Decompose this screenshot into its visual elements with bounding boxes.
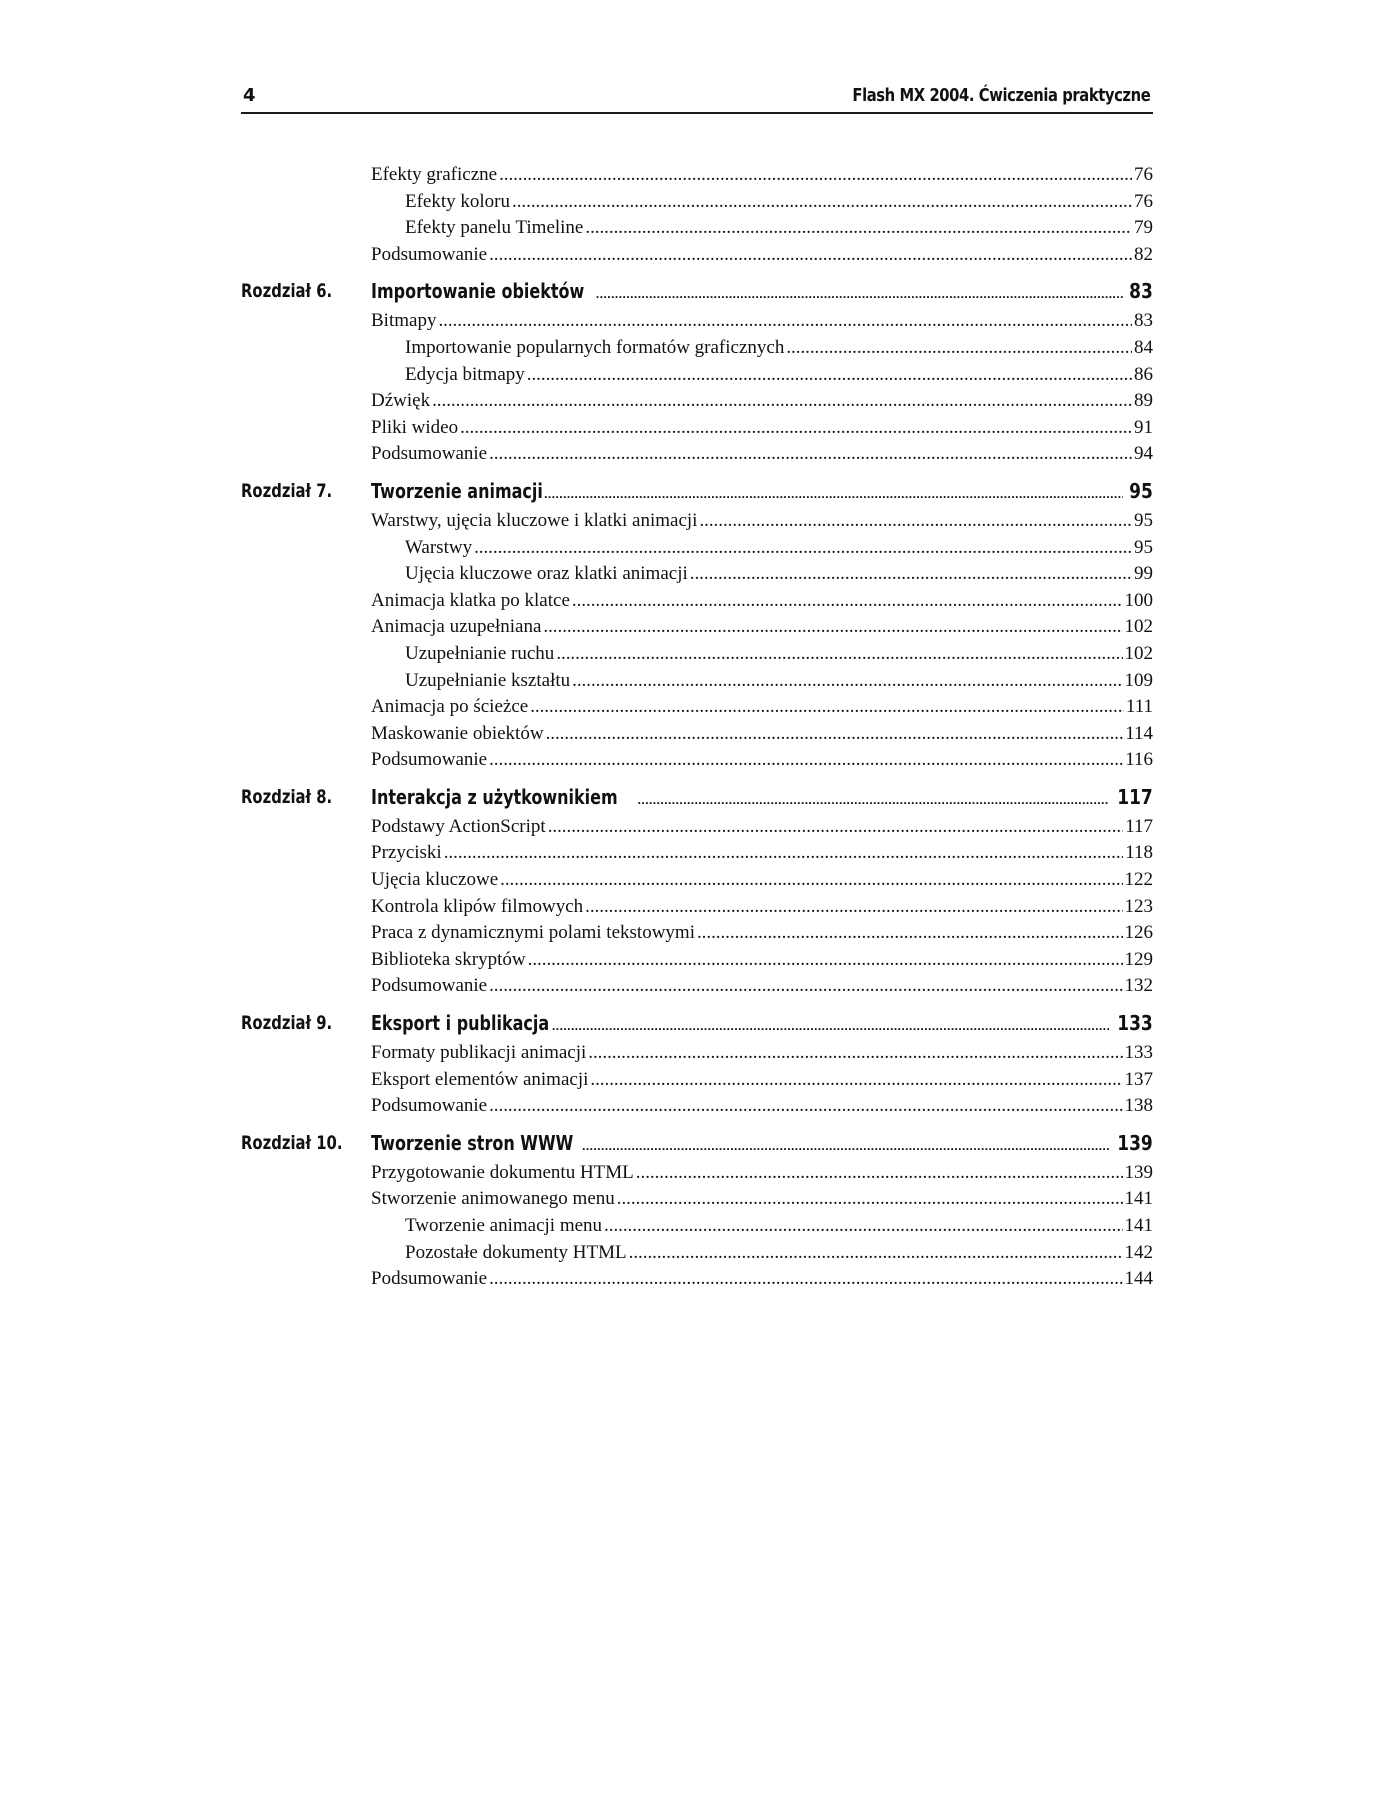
section-title: Biblioteka skryptów — [371, 948, 526, 970]
section-title: Uzupełnianie ruchu — [405, 642, 555, 664]
dot-leader — [499, 162, 1132, 189]
toc-row — [241, 894, 1153, 921]
section-title: Formaty publikacji animacji — [371, 1042, 587, 1064]
section-title: Ujęcia kluczowe oraz klatki animacji — [405, 563, 688, 585]
section-page-number: 117 — [1125, 815, 1153, 837]
section-page-number: 142 — [1124, 1241, 1153, 1263]
dot-leader — [629, 1240, 1123, 1267]
section-title: Maskowanie obiektów — [371, 722, 544, 744]
section-entry[interactable] — [371, 947, 1153, 974]
section-entry[interactable] — [371, 415, 1153, 442]
toc-row — [241, 588, 1153, 615]
toc-row — [241, 947, 1153, 974]
subsection-entry[interactable] — [405, 535, 1153, 562]
section-entry[interactable] — [371, 1040, 1153, 1067]
toc-row — [241, 814, 1153, 841]
section-entry[interactable] — [371, 721, 1153, 748]
section-entry[interactable] — [371, 588, 1153, 615]
section-title: Praca z dynamicznymi polami tekstowymi — [371, 922, 695, 944]
toc-row — [241, 242, 1153, 269]
toc-row — [241, 840, 1153, 867]
toc-row — [241, 1213, 1153, 1240]
section-title: Podsumowanie — [371, 443, 488, 465]
section-page-number: 109 — [1124, 669, 1153, 691]
dot-leader — [548, 814, 1124, 841]
toc-row — [241, 973, 1153, 1000]
section-page-number: 139 — [1124, 1161, 1153, 1183]
dot-leader — [699, 508, 1132, 535]
section-title: Podsumowanie — [371, 243, 488, 265]
section-entry[interactable] — [371, 1067, 1153, 1094]
toc-row — [241, 535, 1153, 562]
section-page-number: 76 — [1134, 190, 1153, 212]
section-title: Przyciski — [371, 842, 442, 864]
section-page-number: 122 — [1124, 869, 1153, 891]
toc-row — [241, 1040, 1153, 1067]
dot-leader — [474, 535, 1132, 562]
section-title: Warstwy — [405, 536, 473, 558]
section-title: Ujęcia kluczowe — [371, 869, 499, 891]
dot-leader — [512, 189, 1132, 216]
section-entry[interactable] — [371, 614, 1153, 641]
subsection-entry[interactable] — [405, 641, 1153, 668]
dot-leader — [590, 1067, 1122, 1094]
section-entry[interactable] — [371, 1186, 1153, 1213]
section-page-number: 94 — [1134, 443, 1153, 465]
section-entry[interactable] — [371, 867, 1153, 894]
section-entry[interactable] — [371, 388, 1153, 415]
chapter-page-number: 117 — [1117, 784, 1153, 809]
section-entry[interactable] — [371, 894, 1153, 921]
section-page-number: 89 — [1134, 390, 1153, 412]
section-title: Efekty graficzne — [371, 164, 498, 185]
dot-leader — [444, 840, 1123, 867]
section-title: Dźwięk — [371, 390, 431, 412]
section-page-number: 82 — [1134, 243, 1153, 265]
section-title: Przygotowanie dokumentu HTML — [371, 1161, 634, 1183]
subsection-entry[interactable] — [405, 215, 1153, 242]
section-title: Stworzenie animowanego menu — [371, 1188, 615, 1210]
dot-leader — [543, 614, 1122, 641]
section-title: Animacja klatka po klatce — [371, 589, 570, 611]
section-page-number: 144 — [1124, 1268, 1153, 1290]
chapter-title: Interakcja z użytkownikiem — [371, 784, 618, 809]
section-title: Animacja po ścieżce — [371, 696, 529, 718]
section-page-number: 79 — [1134, 217, 1153, 239]
toc-row — [241, 415, 1153, 442]
dot-leader — [489, 1093, 1122, 1120]
toc-row — [241, 162, 1153, 189]
dot-leader — [588, 1040, 1122, 1067]
section-page-number: 141 — [1124, 1215, 1153, 1236]
section-page-number: 111 — [1125, 696, 1153, 718]
section-title: Pliki wideo — [371, 416, 459, 438]
section-entry[interactable] — [371, 814, 1153, 841]
chapter-title: Tworzenie stron WWW — [371, 1130, 574, 1155]
toc-row — [241, 614, 1153, 641]
dot-leader — [617, 1186, 1123, 1213]
dot-leader — [636, 1160, 1123, 1187]
chapter-title: Eksport i publikacja — [371, 1011, 550, 1036]
dot-leader — [489, 242, 1132, 269]
toc-row — [241, 721, 1153, 748]
dot-leader — [489, 1266, 1122, 1293]
toc-row — [241, 668, 1153, 695]
section-title: Animacja uzupełniana — [371, 616, 542, 638]
dot-leader — [604, 1213, 1122, 1240]
toc-row — [241, 508, 1153, 535]
toc-chapter-row — [241, 274, 1153, 308]
section-page-number: 123 — [1124, 895, 1153, 917]
section-entry[interactable] — [371, 242, 1153, 269]
toc-row — [241, 335, 1153, 362]
toc-row — [241, 388, 1153, 415]
chapter-label: Rozdział 6. — [241, 280, 333, 303]
section-page-number: 76 — [1134, 164, 1153, 185]
section-title: Eksport elementów animacji — [371, 1068, 589, 1090]
dot-leader — [489, 973, 1122, 1000]
toc-row — [241, 1266, 1153, 1293]
chapter-page-number: 95 — [1129, 478, 1153, 503]
section-page-number: 132 — [1124, 975, 1153, 997]
toc-row — [241, 1240, 1153, 1267]
section-entry[interactable] — [371, 747, 1153, 774]
table-of-contents — [241, 162, 1153, 1293]
chapter-title: Importowanie obiektów — [371, 279, 585, 304]
section-title: Bitmapy — [371, 310, 437, 332]
dot-leader — [460, 415, 1132, 442]
dot-leader — [530, 694, 1124, 721]
section-page-number: 99 — [1134, 563, 1153, 585]
section-entry[interactable] — [371, 694, 1153, 721]
toc-row — [241, 215, 1153, 242]
dot-leader — [690, 561, 1132, 588]
toc-row — [241, 1186, 1153, 1213]
section-page-number: 83 — [1134, 310, 1153, 332]
chapter-title: Tworzenie animacji — [371, 478, 543, 503]
dot-leader — [572, 668, 1122, 695]
section-page-number: 100 — [1124, 589, 1153, 611]
section-title: Podsumowanie — [371, 749, 488, 771]
section-entry[interactable] — [371, 840, 1153, 867]
dot-leader — [489, 747, 1123, 774]
section-title: Tworzenie animacji menu — [405, 1215, 603, 1236]
chapter-page-number: 83 — [1129, 279, 1153, 304]
dot-leader — [572, 588, 1123, 615]
subsection-entry[interactable] — [405, 668, 1153, 695]
toc-row — [241, 1160, 1153, 1187]
section-page-number: 133 — [1124, 1042, 1153, 1064]
section-title: Importowanie popularnych formatów graficznych — [405, 336, 785, 358]
section-title: Warstwy, ujęcia kluczowe i klatki animacji — [371, 509, 698, 531]
section-page-number: 95 — [1134, 536, 1153, 558]
section-title: Kontrola klipów filmowych — [371, 895, 584, 917]
toc-row — [241, 308, 1153, 335]
dot-leader — [432, 388, 1132, 415]
section-entry[interactable] — [371, 308, 1153, 335]
toc-row — [241, 189, 1153, 216]
subsection-entry[interactable] — [405, 1240, 1153, 1267]
toc-chapter-row — [241, 1006, 1153, 1040]
toc-chapter-row — [241, 1126, 1153, 1160]
chapter-label: Rozdział 10. — [241, 1131, 343, 1154]
subsection-entry[interactable] — [405, 335, 1153, 362]
dot-leader — [585, 215, 1132, 242]
book-title: Flash MX 2004. Ćwiczenia praktyczne — [852, 85, 1150, 106]
section-page-number: 102 — [1124, 642, 1153, 664]
dot-leader — [500, 867, 1122, 894]
section-entry[interactable] — [371, 973, 1153, 1000]
dot-leader — [556, 641, 1122, 668]
section-entry[interactable] — [371, 162, 1153, 189]
section-page-number: 86 — [1134, 363, 1153, 385]
toc-row — [241, 641, 1153, 668]
toc-row — [241, 561, 1153, 588]
toc-row — [241, 920, 1153, 947]
toc-row — [241, 867, 1153, 894]
toc-row — [241, 1067, 1153, 1094]
toc-row — [241, 362, 1153, 389]
toc-chapter-row — [241, 474, 1153, 508]
dot-leader — [489, 441, 1132, 468]
chapter-label: Rozdział 9. — [241, 1012, 333, 1035]
running-header — [241, 82, 1153, 114]
toc-row — [241, 694, 1153, 721]
chapter-label: Rozdział 8. — [241, 785, 333, 808]
section-entry[interactable] — [371, 1160, 1153, 1187]
section-page-number: 138 — [1124, 1095, 1153, 1117]
section-title: Podsumowanie — [371, 1095, 488, 1117]
chapter-page-number: 133 — [1117, 1011, 1153, 1036]
section-entry[interactable] — [371, 920, 1153, 947]
section-entry[interactable] — [371, 1266, 1153, 1293]
section-page-number: 141 — [1124, 1188, 1153, 1210]
dot-leader — [786, 335, 1132, 362]
subsection-entry[interactable] — [405, 561, 1153, 588]
section-page-number: 116 — [1125, 749, 1153, 771]
section-title: Pozostałe dokumenty HTML — [405, 1241, 627, 1263]
chapter-page-number: 139 — [1117, 1130, 1153, 1155]
section-title: Podsumowanie — [371, 1268, 488, 1290]
toc-row — [241, 441, 1153, 468]
section-entry[interactable] — [371, 508, 1153, 535]
section-page-number: 114 — [1125, 722, 1153, 744]
dot-leader — [697, 920, 1123, 947]
section-page-number: 126 — [1124, 922, 1153, 944]
section-page-number: 91 — [1134, 416, 1153, 438]
dot-leader — [528, 947, 1123, 974]
section-page-number: 102 — [1124, 616, 1153, 638]
section-title: Edycja bitmapy — [405, 363, 525, 385]
section-page-number: 118 — [1125, 842, 1153, 864]
section-page-number: 137 — [1124, 1068, 1153, 1090]
section-entry[interactable] — [371, 1093, 1153, 1120]
section-title: Uzupełnianie kształtu — [405, 669, 571, 691]
dot-leader — [527, 362, 1132, 389]
dot-leader — [585, 894, 1122, 921]
page-number: 4 — [243, 85, 256, 106]
section-page-number: 95 — [1134, 509, 1153, 531]
section-page-number: 84 — [1134, 336, 1153, 358]
dot-leader — [438, 308, 1132, 335]
subsection-entry[interactable] — [405, 1213, 1153, 1240]
section-page-number: 129 — [1124, 948, 1153, 970]
section-title: Efekty panelu Timeline — [405, 217, 584, 239]
subsection-entry[interactable] — [405, 362, 1153, 389]
toc-row — [241, 747, 1153, 774]
toc-chapter-row — [241, 780, 1153, 814]
section-entry[interactable] — [371, 441, 1153, 468]
section-title: Podsumowanie — [371, 975, 488, 997]
chapter-label: Rozdział 7. — [241, 479, 333, 502]
section-title: Efekty koloru — [405, 190, 511, 212]
subsection-entry[interactable] — [405, 189, 1153, 216]
dot-leader — [546, 721, 1124, 748]
toc-row — [241, 1093, 1153, 1120]
section-title: Podstawy ActionScript — [371, 815, 546, 837]
